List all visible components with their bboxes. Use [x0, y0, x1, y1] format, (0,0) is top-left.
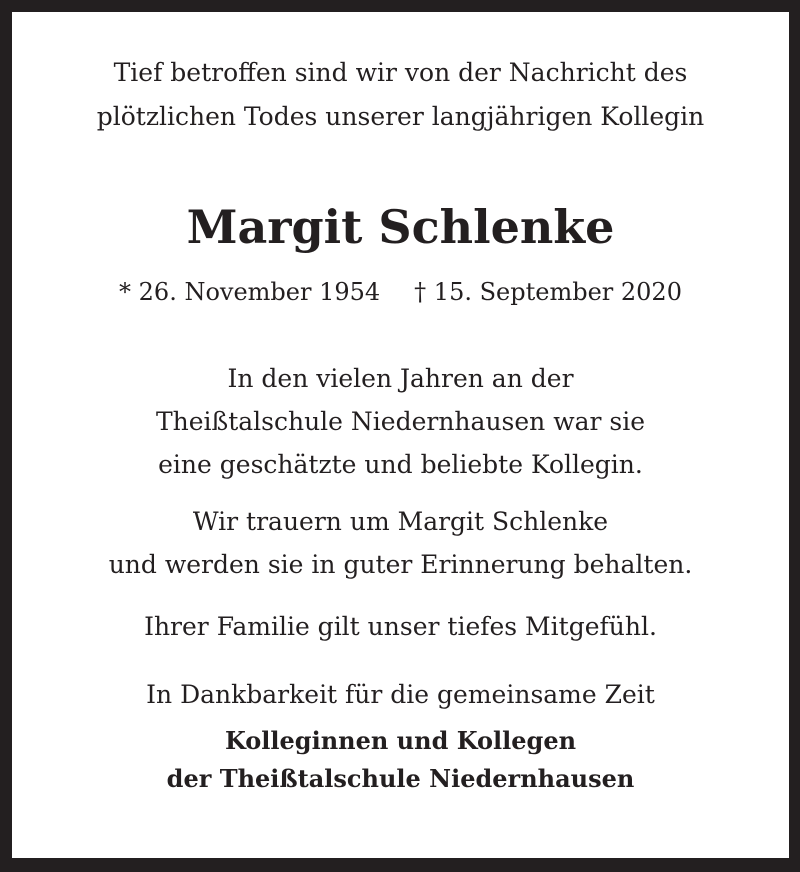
- paragraph-3: Ihrer Familie gilt unser tiefes Mitgefühl.: [144, 612, 657, 641]
- paragraph-2-line-1: Wir trauern um Margit Schlenke: [192, 507, 609, 536]
- birth-date: * 26. November 1954: [119, 278, 381, 306]
- life-dates: [12, 278, 789, 306]
- deceased-name: Margit Schlenke: [186, 200, 615, 254]
- obituary-notice: [12, 12, 789, 858]
- paragraph-2-line-2: und werden sie in guter Erinnerung behalten.: [108, 550, 693, 579]
- death-date: † 15. September 2020: [414, 278, 682, 306]
- intro-line-1: Tief betroffen sind wir von der Nachricht des: [113, 58, 688, 87]
- paragraph-1-line-1: In den vielen Jahren an der: [227, 364, 574, 393]
- signature-line-2: der Theißtalschule Niedernhausen: [166, 764, 635, 793]
- paragraph-1-line-2: Theißtalschule Niedernhausen war sie: [155, 407, 646, 436]
- paragraph-4: In Dankbarkeit für die gemeinsame Zeit: [146, 680, 655, 709]
- signature-line-1: Kolleginnen und Kollegen: [224, 726, 577, 755]
- paragraph-1-line-3: eine geschätzte und beliebte Kollegin.: [158, 450, 643, 479]
- intro-line-2: plötzlichen Todes unserer langjährigen Kollegin: [96, 102, 705, 131]
